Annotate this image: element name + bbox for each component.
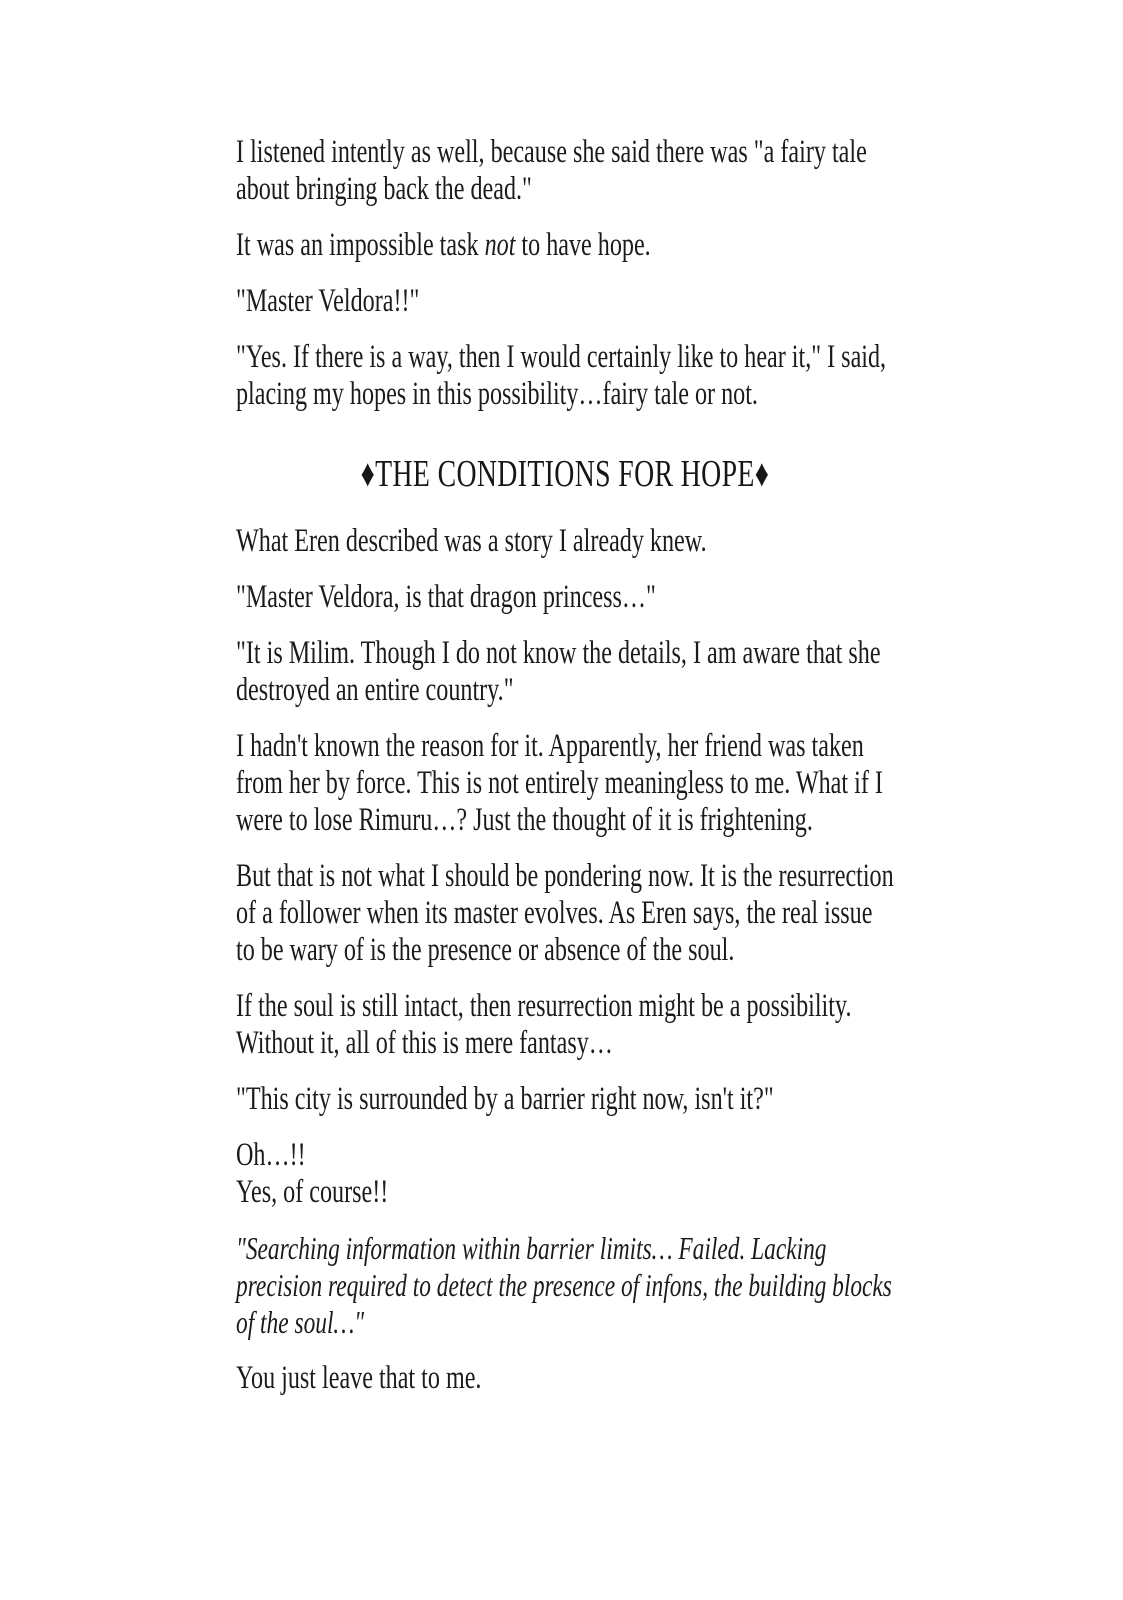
- narration-text-before: It was an impossible task: [236, 227, 485, 263]
- dialogue-dragon-princess: "Master Veldora, is that dragon princess…": [236, 579, 656, 615]
- narration-line-oh: Oh…!!: [236, 1137, 306, 1173]
- narration-text-after: to have hope.: [515, 227, 651, 263]
- dialogue-yes-if-there-is-a-way: "Yes. If there is a way, then I would certainly like to hear it," I said, placing my hopes in this possibility…fairy tale or not.: [236, 339, 887, 412]
- narration-paragraph-impossible-task: [236, 227, 894, 264]
- narration-paragraph-soul-intact: If the soul is still intact, then resurrection might be a possibility. Without it, all of this is mere fantasy…: [236, 988, 852, 1061]
- dialogue-city-barrier: "This city is surrounded by a barrier right now, isn't it?": [236, 1081, 774, 1117]
- text-column: [236, 134, 894, 1416]
- narration-paragraph-eren-story: What Eren described was a story I already knew.: [236, 523, 707, 559]
- narration-paragraph-leave-it-to-me: You just leave that to me.: [236, 1360, 482, 1396]
- sage-speech-searching-information: "Searching information within barrier limits… Failed. Lacking precision required to detect the presence of infons, the building blocks of the soul…": [236, 1230, 892, 1340]
- emphasized-word-not: not: [484, 227, 516, 263]
- narration-paragraph-reason: I hadn't known the reason for it. Apparently, her friend was taken from her by force. This is not entirely meaningless to me. What if I were to lose Rimuru…? Just the thought of it is frightening.: [236, 728, 883, 838]
- dialogue-master-veldora-exclaim: "Master Veldora!!": [236, 283, 420, 319]
- dialogue-it-is-milim: "It is Milim. Though I do not know the details, I am aware that she destroyed an entire country.": [236, 635, 881, 708]
- narration-line-yes-of-course: Yes, of course!!: [236, 1174, 389, 1210]
- narration-paragraph-oh-yes: [236, 1137, 894, 1211]
- narration-paragraph-listened: I listened intently as well, because she said there was "a fairy tale about bringing back the dead.": [236, 134, 867, 207]
- section-heading-conditions-for-hope: ♦THE CONDITIONS FOR HOPE♦: [360, 453, 770, 495]
- narration-paragraph-resurrection: But that is not what I should be pondering now. It is the resurrection of a follower when its master evolves. As Eren says, the real issue to be wary of is the presence or absence of the soul.: [236, 858, 894, 968]
